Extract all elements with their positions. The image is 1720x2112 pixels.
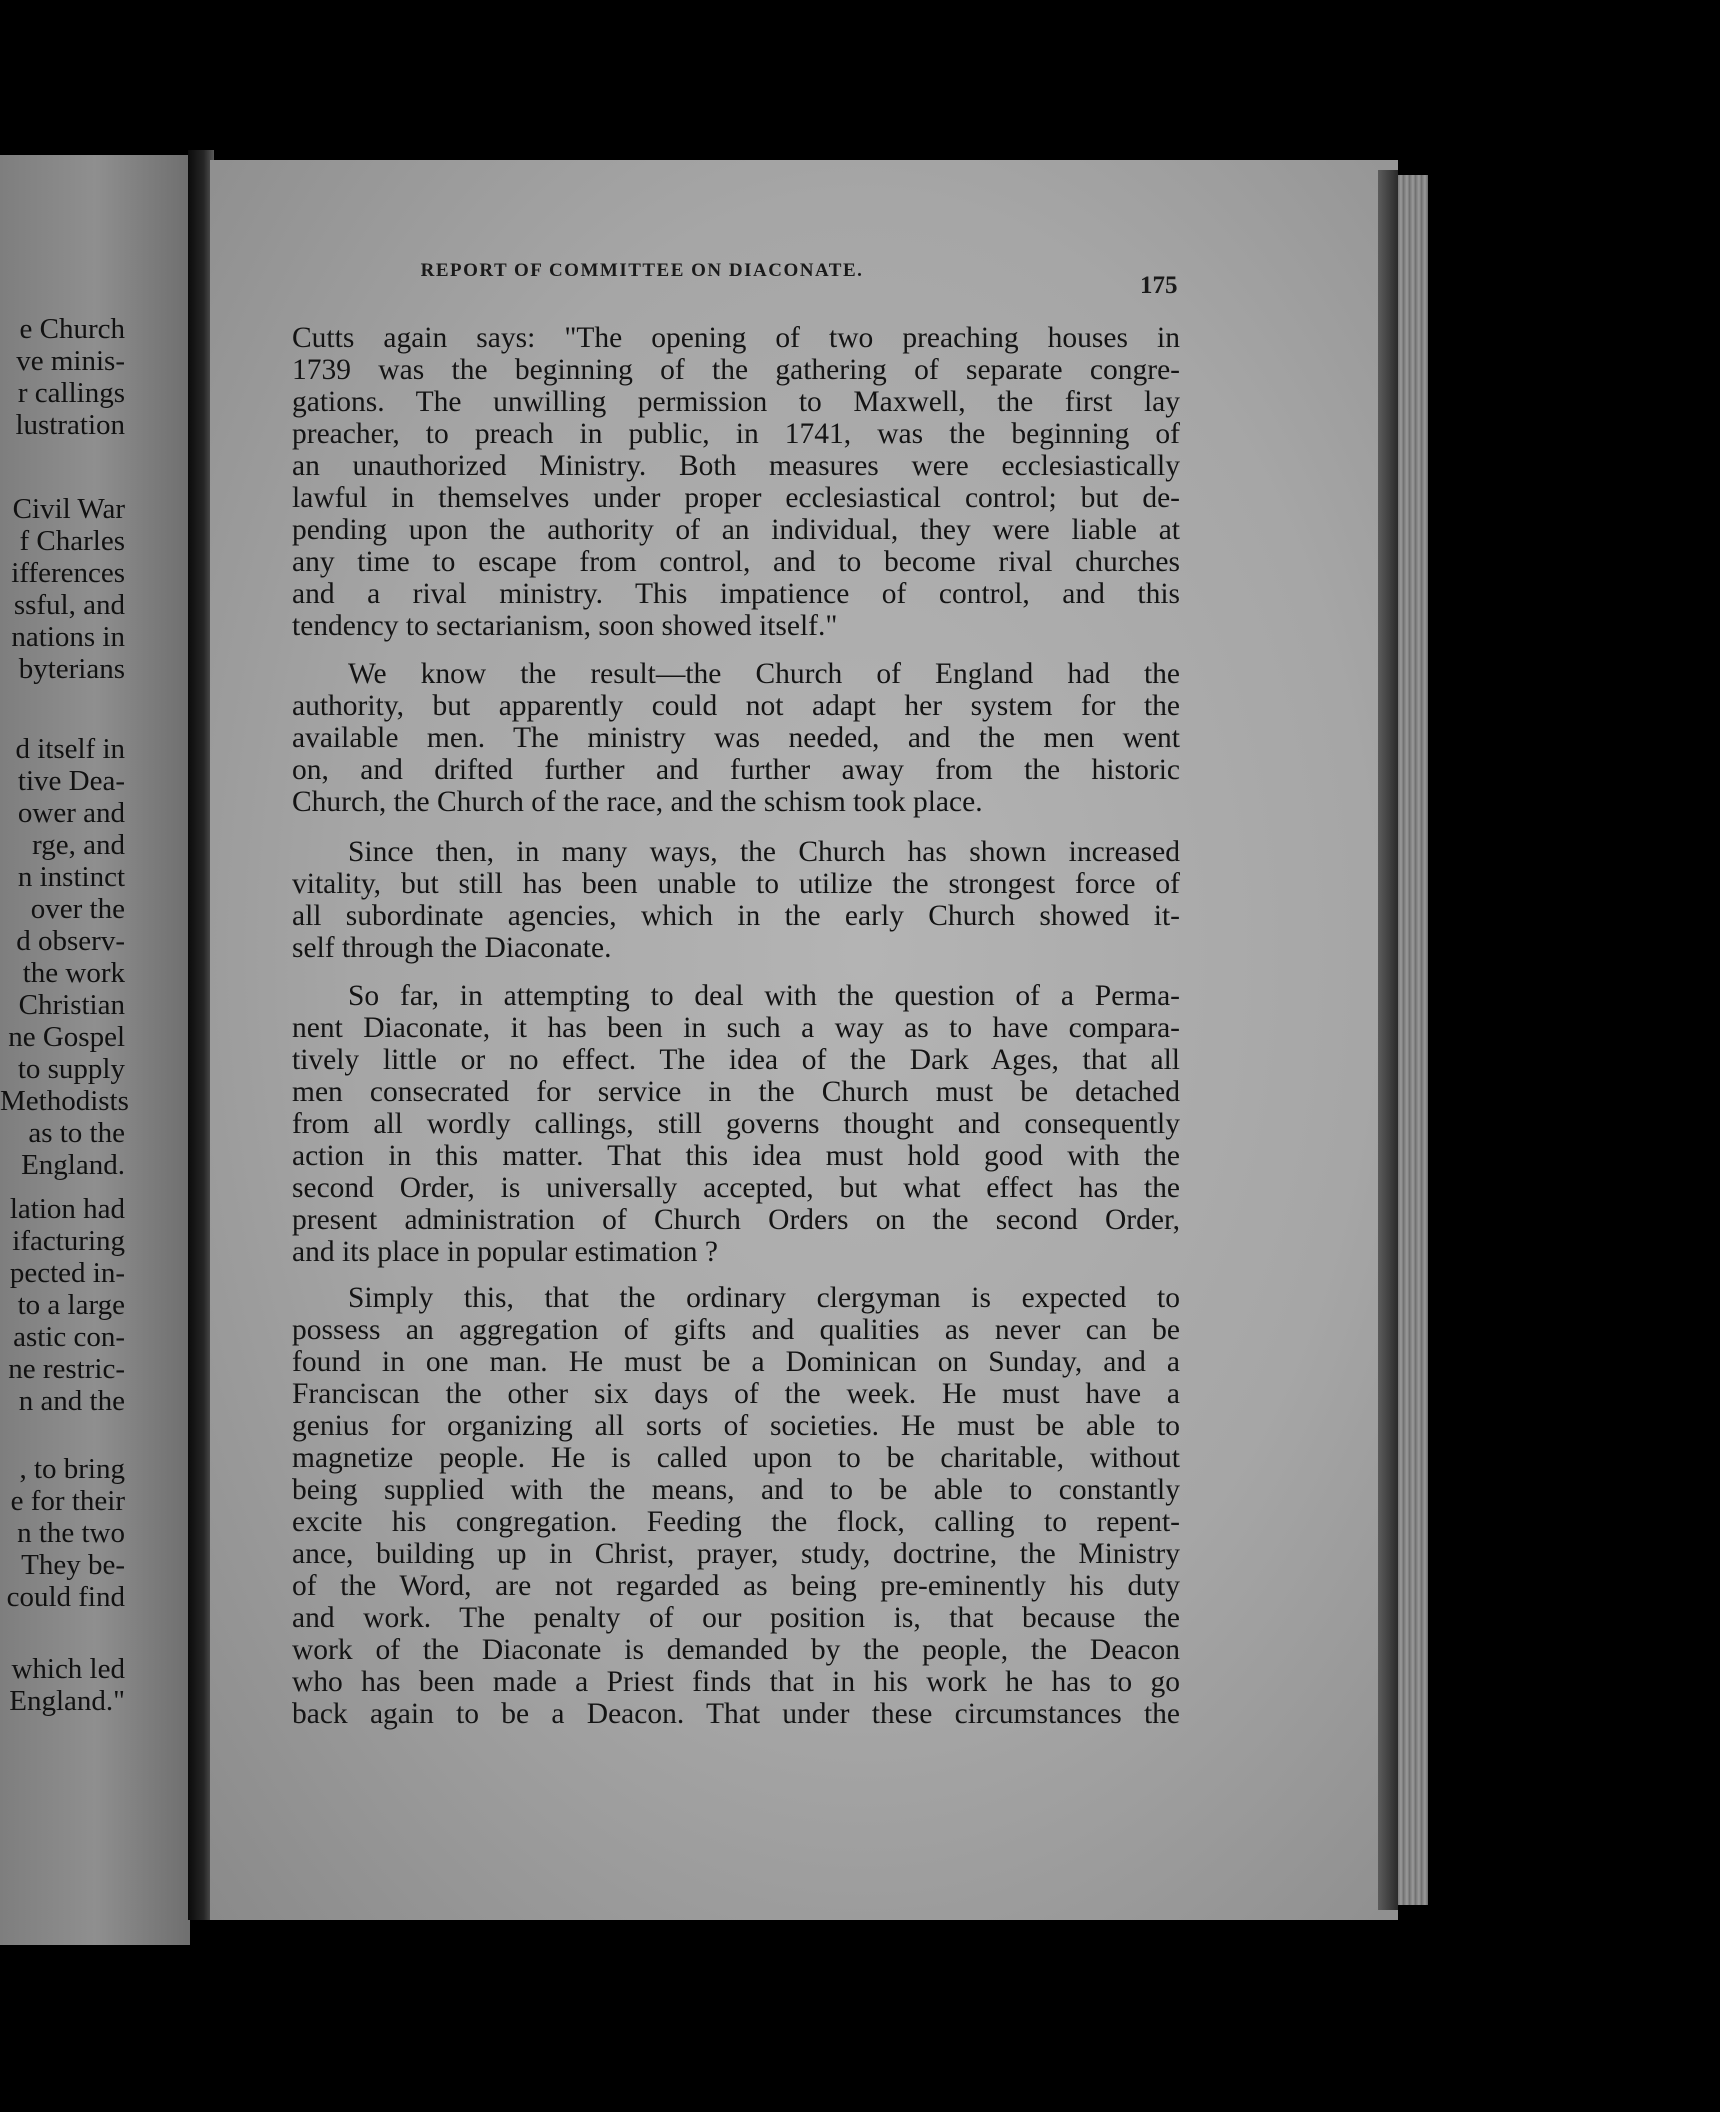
left-page-line: over the	[30, 893, 125, 925]
text-line: magnetize people. He is called upon to be charitable, without	[292, 1442, 1180, 1474]
left-page-line: e Church	[19, 313, 125, 345]
text-line: and its place in popular estimation ?	[292, 1236, 718, 1268]
left-page-line: ve minis-	[16, 345, 125, 377]
text-line: on, and drifted further and further away from the historic	[292, 754, 1180, 786]
previous-page-fragment	[0, 155, 190, 1945]
left-page-line: ne restric-	[8, 1353, 125, 1385]
page-number: 175	[1140, 272, 1178, 299]
page-edge-shadow	[1378, 170, 1398, 1910]
left-page-line: lustration	[15, 409, 125, 441]
page-stack-edge	[1398, 175, 1428, 1905]
left-page-line: f Charles	[19, 525, 125, 557]
left-page-line: could find	[6, 1581, 125, 1613]
text-line: any time to escape from control, and to become rival churches	[292, 546, 1180, 578]
text-line: vitality, but still has been unable to utilize the strongest force of	[292, 868, 1180, 900]
text-line: and a rival ministry. This impatience of control, and this	[292, 578, 1180, 610]
left-page-line: They be-	[21, 1549, 125, 1581]
left-page-line: pected in-	[9, 1257, 125, 1289]
text-line: work of the Diaconate is demanded by the people, the Deacon	[292, 1634, 1180, 1666]
left-page-line: , to bring	[19, 1453, 125, 1485]
text-line: We know the result—the Church of England had the	[348, 658, 1180, 690]
left-page-line: Christian	[18, 989, 125, 1021]
text-line: genius for organizing all sorts of societies. He must be able to	[292, 1410, 1180, 1442]
left-page-line: byterians	[18, 653, 125, 685]
left-page-line: nations in	[11, 621, 125, 653]
text-line: Franciscan the other six days of the week. He must have a	[292, 1378, 1180, 1410]
text-line: back again to be a Deacon. That under these circumstances the	[292, 1698, 1180, 1730]
left-page-line: which led	[11, 1653, 125, 1685]
left-page-line: Methodists	[0, 1085, 129, 1117]
left-page-line: ifacturing	[12, 1225, 125, 1257]
left-page-line: ssful, and	[13, 589, 125, 621]
left-page-line: England."	[9, 1685, 125, 1717]
text-line: an unauthorized Ministry. Both measures were ecclesiastically	[292, 450, 1180, 482]
left-page-line: the work	[22, 957, 125, 989]
left-page-line: n instinct	[17, 861, 125, 893]
text-line: Since then, in many ways, the Church has shown increased	[348, 836, 1180, 868]
text-line: Cutts again says: "The opening of two preaching houses in	[292, 322, 1180, 354]
left-page-line: n the two	[17, 1517, 125, 1549]
left-page-line: as to the	[28, 1117, 125, 1149]
left-page-line: ne Gospel	[8, 1021, 125, 1053]
text-line: from all wordly callings, still governs thought and consequently	[292, 1108, 1180, 1140]
text-line: action in this matter. That this idea must hold good with the	[292, 1140, 1180, 1172]
text-line: nent Diaconate, it has been in such a way as to have compara-	[292, 1012, 1180, 1044]
left-page-line: astic con-	[13, 1321, 125, 1353]
left-page-line: rge, and	[32, 829, 125, 861]
left-page-line: to supply	[17, 1053, 125, 1085]
left-page-line: e for their	[10, 1485, 125, 1517]
text-line: pending upon the authority of an individual, they were liable at	[292, 514, 1180, 546]
left-page-line: n and the	[18, 1385, 125, 1417]
text-line: 1739 was the beginning of the gathering of separate congre-	[292, 354, 1180, 386]
left-page-line: ifferences	[11, 557, 125, 589]
left-page-line: ower and	[17, 797, 125, 829]
text-line: authority, but apparently could not adapt her system for the	[292, 690, 1180, 722]
text-line: being supplied with the means, and to be able to constantly	[292, 1474, 1180, 1506]
text-line: available men. The ministry was needed, and the men went	[292, 722, 1180, 754]
text-line: all subordinate agencies, which in the early Church showed it-	[292, 900, 1180, 932]
text-line: men consecrated for service in the Church must be detached	[292, 1076, 1180, 1108]
text-line: self through the Diaconate.	[292, 932, 612, 964]
text-line: found in one man. He must be a Dominican on Sunday, and a	[292, 1346, 1180, 1378]
left-page-line: Civil War	[12, 493, 125, 525]
left-page-line: d itself in	[15, 733, 125, 765]
left-page-line: England.	[21, 1149, 125, 1181]
text-line: excite his congregation. Feeding the flock, calling to repent-	[292, 1506, 1180, 1538]
text-line: Church, the Church of the race, and the schism took place.	[292, 786, 983, 818]
text-line: Simply this, that the ordinary clergyman is expected to	[348, 1282, 1180, 1314]
text-line: of the Word, are not regarded as being pre-eminently his duty	[292, 1570, 1180, 1602]
text-line: ance, building up in Christ, prayer, study, doctrine, the Ministry	[292, 1538, 1180, 1570]
text-line: possess an aggregation of gifts and qualities as never can be	[292, 1314, 1180, 1346]
text-line: tendency to sectarianism, soon showed itself."	[292, 610, 838, 642]
running-head: REPORT OF COMMITTEE ON DIACONATE.	[420, 260, 864, 281]
text-line: tively little or no effect. The idea of the Dark Ages, that all	[292, 1044, 1180, 1076]
text-line: present administration of Church Orders on the second Order,	[292, 1204, 1180, 1236]
left-page-line: r callings	[17, 377, 125, 409]
left-page-line: lation had	[9, 1193, 125, 1225]
text-line: gations. The unwilling permission to Maxwell, the first lay	[292, 386, 1180, 418]
text-line: So far, in attempting to deal with the question of a Perma-	[348, 980, 1180, 1012]
left-page-line: d observ-	[16, 925, 125, 957]
text-line: and work. The penalty of our position is, that because the	[292, 1602, 1180, 1634]
left-page-line: tive Dea-	[17, 765, 125, 797]
left-page-line: to a large	[17, 1289, 125, 1321]
text-line: second Order, is universally accepted, but what effect has the	[292, 1172, 1180, 1204]
text-line: who has been made a Priest finds that in his work he has to go	[292, 1666, 1180, 1698]
text-line: lawful in themselves under proper ecclesiastical control; but de-	[292, 482, 1180, 514]
text-line: preacher, to preach in public, in 1741, was the beginning of	[292, 418, 1180, 450]
